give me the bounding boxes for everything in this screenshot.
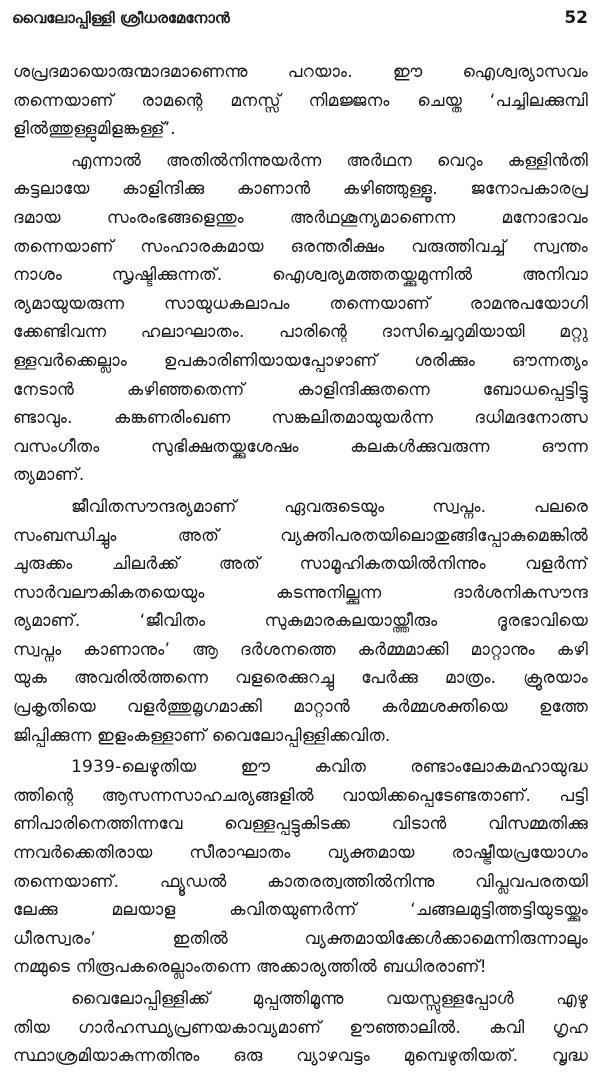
page-header [12,6,588,30]
text-line: തന്നെയാണ്. ഫ്യൂഡൽ കാതരത്വത്തിൽനിന്നു വിപ്ലവപരതയി [13,871,588,892]
text-line: ള്ളവർക്കെല്ലാം ഉപകാരിണിയായപ്പോഴാണ് ശരിക്കും ഔന്നത്യം [13,350,588,371]
text-line: ദമായ സംരംഭങ്ങളെന്തും അർഥശൂന്യമാണെന്ന മനോഭാവം [13,207,588,228]
text-line: സ്ഥാശ്രമിയാകുന്നതിനും ഒരു വ്യാഴവട്ടം മുമ്പെഴുതിയത്. വൃദ്ധ [13,1046,588,1067]
text-line: ണ്ടാവും. കങ്കണരിംഖണ സങ്കലിതമായുയർന്ന ദധിമദനോത്സ [13,408,588,429]
text-line: നാശം സൃഷ്ടിക്കുന്നത്. ഐശ്വര്യമത്തതയ്ക്കുമുന്നിൽ അനിവാ [13,265,588,286]
text-line: യുക അവരിൽത്തന്നെ വളരെക്കുറച്ചു പേർക്കു മാത്രം. ക്രൂരയാം [13,668,588,689]
text-line: ജിപ്പിക്കുന്ന ഇളംകള്ളാണ് വൈലോപ്പിള്ളിക്കവിത. [13,725,391,746]
text-line: ജീവിതസൗന്ദര്യമാണ് ഏവരുടെയും സ്വപ്നം. പലരെ [71,496,588,517]
text-line: 1939-ലെഴുതിയ ഈ കവിത രണ്ടാംലോകമഹായുദ്ധ [71,757,588,778]
text-line: ളിൽത്തുള്ളുമിളങ്കള്ള്’. [13,119,176,140]
text-line: ധീരസ്വരം’ ഇതിൽ വ്യക്തമായിക്കേൾക്കാമെന്നിരുന്നാലും [13,928,588,949]
text-line: ര്യമായുയരുന്ന സായുധകലാപം തന്നെയാണ് രാമനുപയോഗി [13,293,588,314]
text-line: നേടാൻ കഴിഞ്ഞതെന്ന് കാളിന്ദിക്കുതന്നെ ബോധപ്പെട്ടിട്ടു [13,379,588,400]
paragraph [13,58,588,144]
text-line: തിയ ഗാർഹസ്ഥ്യപ്രണയകാവ്യമാണ് ഊഞ്ഞാലിൽ. കവി ഗൃഹ [13,1017,588,1038]
text-line: വസംഗീതം സുഭിക്ഷതയ്ക്കുശേഷം കലകൾക്കുവരുന്ന ഔന്ന [13,436,588,457]
text-line: ത്തിന്റെ ആസന്നസാഹചര്യങ്ങളിൽ വായിക്കപ്പെടേണ്ടതാണ്. പട്ടി [13,785,588,806]
running-title: വൈലോപ്പിള്ളി ശ്രീധരമേനോൻ [12,9,230,27]
text-line: കട്ടലായേ കാളിന്ദിക്കു കാണാൻ കഴിഞ്ഞുള്ളൂ. ജനോപകാരപ്ര [13,179,588,200]
paragraph [13,985,588,1071]
text-line: സാർവലൗകികതയെയും കടന്നുനില്ക്കുന്ന ദാർശനികസൗന്ദ [13,582,588,603]
paragraph [13,147,588,490]
text-line: നമ്മുടെ നിരൂപകരെല്ലാംതന്നെ അക്കാര്യത്തിൽ ബധിരരാണ്! [13,957,487,978]
text-line: തന്നെയാണ് സംഹാരകമായ ഒരന്തരീക്ഷം വരുത്തിവച്ച് സ്വന്തം [13,236,588,257]
paragraph [13,493,588,750]
text-line: സ്വപ്നം കാണാനും’ ആ ദർശനത്തെ കർമ്മമാക്കി മാറ്റാനും കഴി [13,639,588,660]
text-line: ശപ്രദമായൊരുന്മാദമാണെന്നു പറയാം. ഈ ഐശ്വര്യാസവം [13,62,588,82]
text-line: ത്യമാണ്. [13,465,85,486]
page-number: 52 [564,8,588,28]
text-line: ക്കേണ്ടിവന്ന ഹലാഘാതം. പാരിന്റെ ദാസിച്ചെറുമിയായി മറ്റു [13,322,588,343]
text-line: പ്രകൃതിയെ വളർത്തുമൃഗമാക്കി മാറ്റാൻ കർമ്മശക്തിയെ ഉത്തേ [13,697,588,718]
text-line: എന്നാൽ അതിൽനിന്നുയർന്ന അർഥന വെറും കള്ളിൻതി [71,150,588,171]
text-line: ര്യമാണ്. ‘ജീവിതം സുകുമാരകലയായ്ത്തീരും ദൂരഭാവിയെ [13,611,588,632]
text-line: തന്നെയാണ് രാമന്റെ മനസ്സ് നിമജ്ജനം ചെയ്ത ‘പച്ചിലക്കുമ്പി [13,90,588,111]
text-line: ചുരുക്കം ചിലർക്ക് അത് സാമൂഹികതയിൽനിന്നും വളർന്ന് [13,554,588,575]
paragraph [13,753,588,982]
body-text [13,58,588,1074]
text-line: ന്നവർക്കെതിരായ സീരാഘാതം വ്യക്തമായ രാഷ്ട്രീയപ്രയോഗം [13,843,588,864]
text-line: വൈലോപ്പിള്ളിക്ക് മുപ്പത്തിമൂന്നു വയസ്സുള്ളപ്പോൾ എഴു [71,989,588,1009]
text-line: ണിപാരിനെത്തിന്നവേ വെള്ളപ്പട്ടുകിടക്ക വിടാൻ വിസമ്മതിക്കു [13,814,588,835]
text-line: ലേക്കു മലയാള കവിതയുണർന്ന് ‘ചങ്ങലമുട്ടിത്തട്ടിയുടയ്ക്കും [13,900,588,921]
text-line: സംബന്ധിച്ചും അത് വ്യക്തിപരതയിലൊതുങ്ങിപ്പോകുമെങ്കിൽ [13,525,588,546]
